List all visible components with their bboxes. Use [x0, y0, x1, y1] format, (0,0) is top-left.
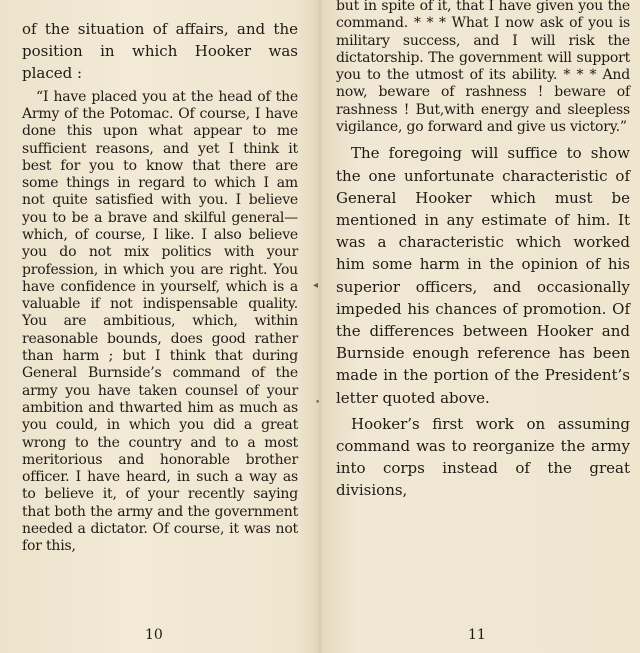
right-page-text [336, 0, 630, 502]
body-paragraph-2: Hooker’s first work on assuming command was to reorganize the army into corps instead of the great divisions, [336, 414, 630, 500]
page-number-right: 11 [468, 627, 486, 643]
right-page [320, 0, 640, 653]
lincoln-letter-quote: “I have placed you at the head of the Army of the Potomac. Of course, I have done this upon what appear to me sufficient reasons, and yet I think it best for you to know that there are some things in regard to which I am not quite satisfied with you. I believe you to be a brave and skilful general—which, of course, I like. I also believe you do not mix politics with your profession, in which you are right. You have confidence in yourself, which is a valuable if not indispensable quality. You are ambitious, which, within reasonable bounds, does good rather than harm ; but I think that during General Burnside’s command of the army you have taken counsel of your ambition and thwarted him as much as you could, in which you did a great wrong to the country and to a most meritorious and honorable brother officer. I have heard, in such a way as to believe it, of your recently saying that both the army and the government needed a dictator. Of course, it was not for this, [22, 88, 298, 555]
intro-paragraph: of the situation of affairs, and the position in which Hooker was placed : [22, 20, 298, 83]
body-paragraph-1: The foregoing will suffice to show the one unfortunate characteristic of General Hooker which must be mentioned in any estimate of him. It was a characteristic which worked him some harm in the opinion of his superior officers, and occasionally impeded his chances of promotion. Of the differences between Hooker and Burnside enough reference has been made in the portion of the President’s letter quoted above. [336, 144, 630, 407]
page-number-left: 10 [145, 627, 163, 643]
gutter-ink-mark-2: • [315, 398, 321, 408]
lincoln-letter-quote-continued: but in spite of it, that I have given you the command. * * * What I now ask of you is military success, and I will risk the dictatorship. The government will support you to the utmost of its ability. * * * And now, beware of rashness ! beware of rashness ! But,with energy and sleepless vigilance, go forward and give us victory.” [336, 0, 630, 136]
left-page-text [22, 18, 298, 556]
gutter-ink-mark: ◂ [313, 280, 319, 291]
